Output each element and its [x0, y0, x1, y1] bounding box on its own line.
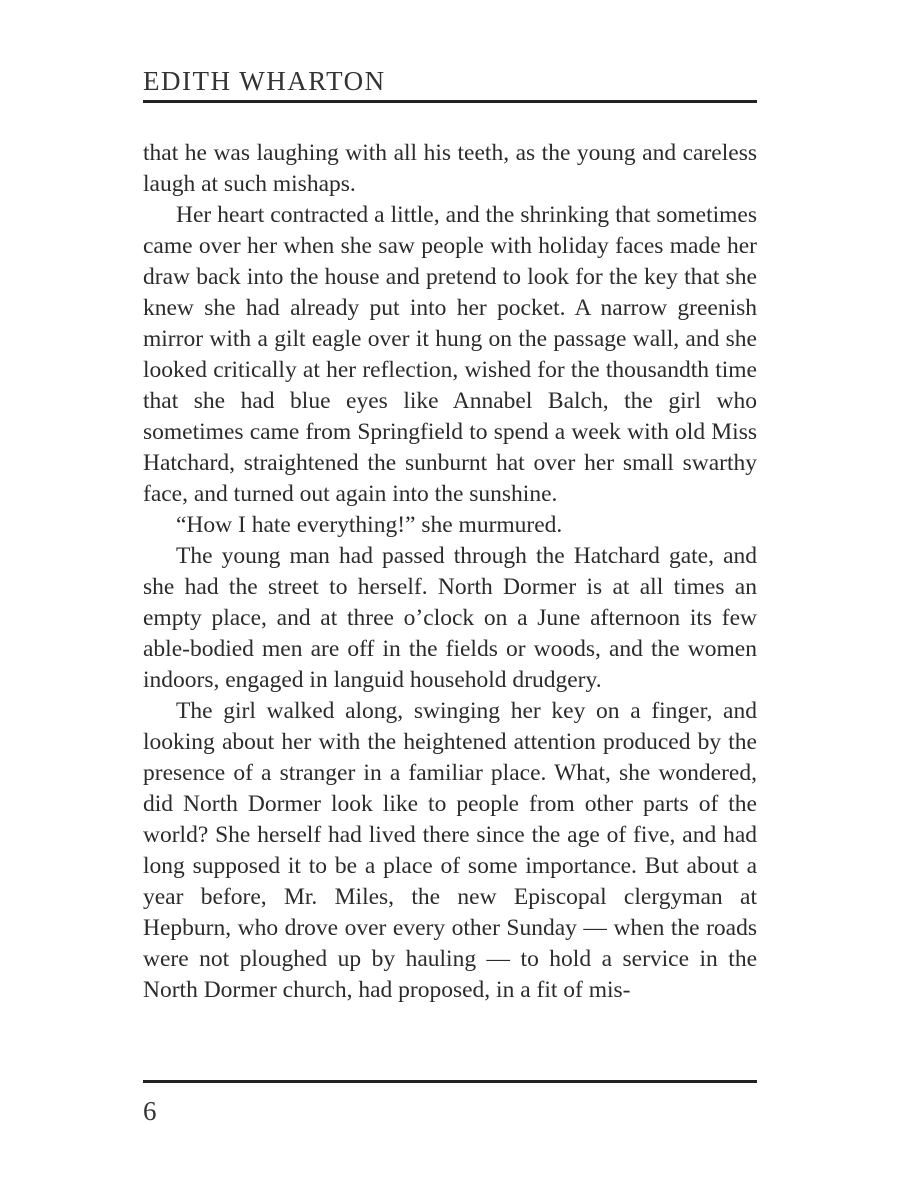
page-number: 6: [143, 1096, 157, 1126]
paragraph-continued: that he was laughing with all his teeth, as the young and careless laugh at such mishaps.: [143, 140, 757, 197]
paragraph: Her heart contracted a little, and the shrinking that sometimes came over her when she saw people with holiday faces made her draw back into the house and pretend to look for the key that she knew she had already put into her pocket. A narrow greenish mirror with a gilt eagle over it hung on the passage wall, and she looked critically at her reflection, wished for the thousandth time that she had blue eyes like Annabel Balch, the girl who sometimes came from Springfield to spend a week with old Miss Hatchard, straightened the sunburnt hat over her small swarthy face, and turned out again into the sunshine.: [143, 202, 757, 507]
footer-rule: [143, 1080, 757, 1083]
paragraph: The young man had passed through the Hatchard gate, and she had the street to herself. North Dormer is at all times an empty place, and at three o’clock on a June afternoon its few able-bodied men are off in the fields or woods, and the women indoors, engaged in languid household drudgery.: [143, 543, 757, 693]
paragraph-dialogue: “How I hate everything!” she murmured.: [176, 512, 563, 538]
paragraph: The girl walked along, swinging her key on a finger, and looking about her with the heightened attention produced by the presence of a stranger in a familiar place. What, she wondered, did North Dormer look like to people from other parts of the world? She herself had lived there since the age of five, and had long supposed it to be a place of some importance. But about a year before, Mr. Miles, the new Episcopal clergyman at Hepburn, who drove over every other Sunday — when the roads were not ploughed up by hauling — to hold a service in the North Dormer church, had proposed, in a fit of mis-: [143, 698, 757, 1003]
body-text: [143, 138, 757, 1006]
running-head: EDITH WHARTON: [143, 66, 386, 96]
header-rule: [143, 100, 757, 103]
